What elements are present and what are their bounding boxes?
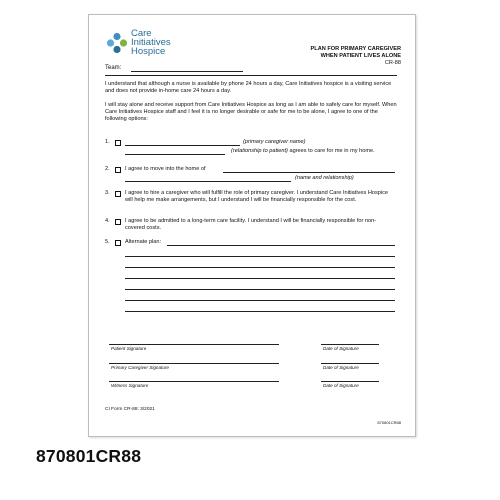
alternate-plan-line[interactable]	[125, 256, 395, 257]
option-1-number: 1.	[105, 139, 110, 145]
caregiver-name-hint: (primary caregiver name)	[243, 139, 306, 145]
option-5	[105, 239, 397, 339]
form-title	[231, 46, 401, 59]
team-field-line[interactable]	[131, 71, 243, 72]
witness-signature-label: Witness Signature	[111, 383, 149, 388]
form-title-line-1: PLAN FOR PRIMARY CAREGIVER	[310, 46, 401, 52]
name-relationship-hint: (name and relationship)	[295, 175, 354, 181]
team-label: Team:	[105, 65, 122, 71]
option-4-number: 4.	[105, 218, 110, 224]
alternate-plan-line[interactable]	[125, 289, 395, 290]
alternate-plan-line[interactable]	[167, 245, 395, 246]
caregiver-date-label: Date of Signature	[323, 365, 359, 370]
option-3-checkbox[interactable]	[115, 191, 121, 197]
option-5-text: Alternate plan:	[125, 239, 162, 245]
move-in-name-line[interactable]	[223, 172, 395, 173]
patient-signature-line[interactable]	[109, 344, 279, 345]
option-2-text: I agree to move into the home of	[125, 166, 206, 172]
header-divider	[105, 75, 397, 76]
witness-date-label: Date of Signature	[323, 383, 359, 388]
option-4-text: I agree to be admitted to a long-term care facility. I understand I will be financially responsible for non-covered costs.	[125, 218, 377, 232]
form-sheet	[88, 14, 416, 437]
option-4-checkbox[interactable]	[115, 219, 121, 225]
option-1	[105, 139, 397, 161]
intro-paragraph-2: I will stay alone and receive support from Care Initiatives Hospice as long as I am able to safely care for myself. When Care Initiatives Hospice staff and I feel it is no longer desirable or safe for me to be alone, I agree to one of the following options:	[105, 102, 397, 123]
option-1-text: agrees to care for me in my home.	[289, 148, 375, 154]
option-3	[105, 190, 397, 214]
product-sku: 870801CR88	[36, 446, 142, 466]
option-1-line-2	[231, 148, 401, 155]
option-3-text: I agree to hire a caregiver who will fulfill the role of primary caregiver. I understand Care Initiatives Hospice will help me make arrangements, but I understand I will be financially responsible for the cost.	[125, 190, 389, 204]
patient-date-label: Date of Signature	[323, 346, 359, 351]
move-in-relationship-line[interactable]	[125, 181, 291, 182]
option-2-checkbox[interactable]	[115, 167, 121, 173]
caregiver-signature-label: Primary Caregiver Signature	[111, 365, 169, 370]
patient-signature-label: Patient Signature	[111, 346, 147, 351]
relationship-line[interactable]	[125, 154, 225, 155]
option-1-checkbox[interactable]	[115, 140, 121, 146]
logo-line-2: Initiatives	[131, 37, 171, 48]
caregiver-signature-line[interactable]	[109, 363, 279, 364]
flower-logo-icon	[105, 31, 129, 55]
logo-line-3: Hospice	[131, 46, 166, 57]
intro-paragraph-1: I understand that although a nurse is available by phone 24 hours a day, Care Initiatives hospice is a visiting service and does not provide in-home care 24 hours a day.	[105, 81, 392, 95]
patient-date-line[interactable]	[321, 344, 379, 345]
alternate-plan-line[interactable]	[125, 300, 395, 301]
option-5-checkbox[interactable]	[115, 240, 121, 246]
form-title-line-2: WHEN PATIENT LIVES ALONE	[320, 52, 401, 59]
witness-signature-line[interactable]	[109, 381, 279, 382]
option-5-number: 5.	[105, 239, 110, 245]
logo-wordmark	[131, 29, 171, 56]
caregiver-date-line[interactable]	[321, 363, 379, 364]
relationship-hint: (relationship to patient)	[231, 148, 288, 154]
option-3-number: 3.	[105, 190, 110, 196]
care-initiatives-logo	[105, 29, 225, 59]
alternate-plan-line[interactable]	[125, 311, 395, 312]
form-code: CR-88	[384, 60, 401, 66]
option-4	[105, 218, 397, 234]
form-version: CI Form CR-88: 3/2021	[105, 407, 155, 412]
alternate-plan-line[interactable]	[125, 278, 395, 279]
alternate-plan-line[interactable]	[125, 267, 395, 268]
logo-line-1: Care	[131, 28, 152, 39]
caregiver-name-line[interactable]	[125, 145, 240, 146]
form-id: 870801CR88	[377, 420, 401, 425]
option-2	[105, 166, 397, 186]
option-2-number: 2.	[105, 166, 110, 172]
witness-date-line[interactable]	[321, 381, 379, 382]
